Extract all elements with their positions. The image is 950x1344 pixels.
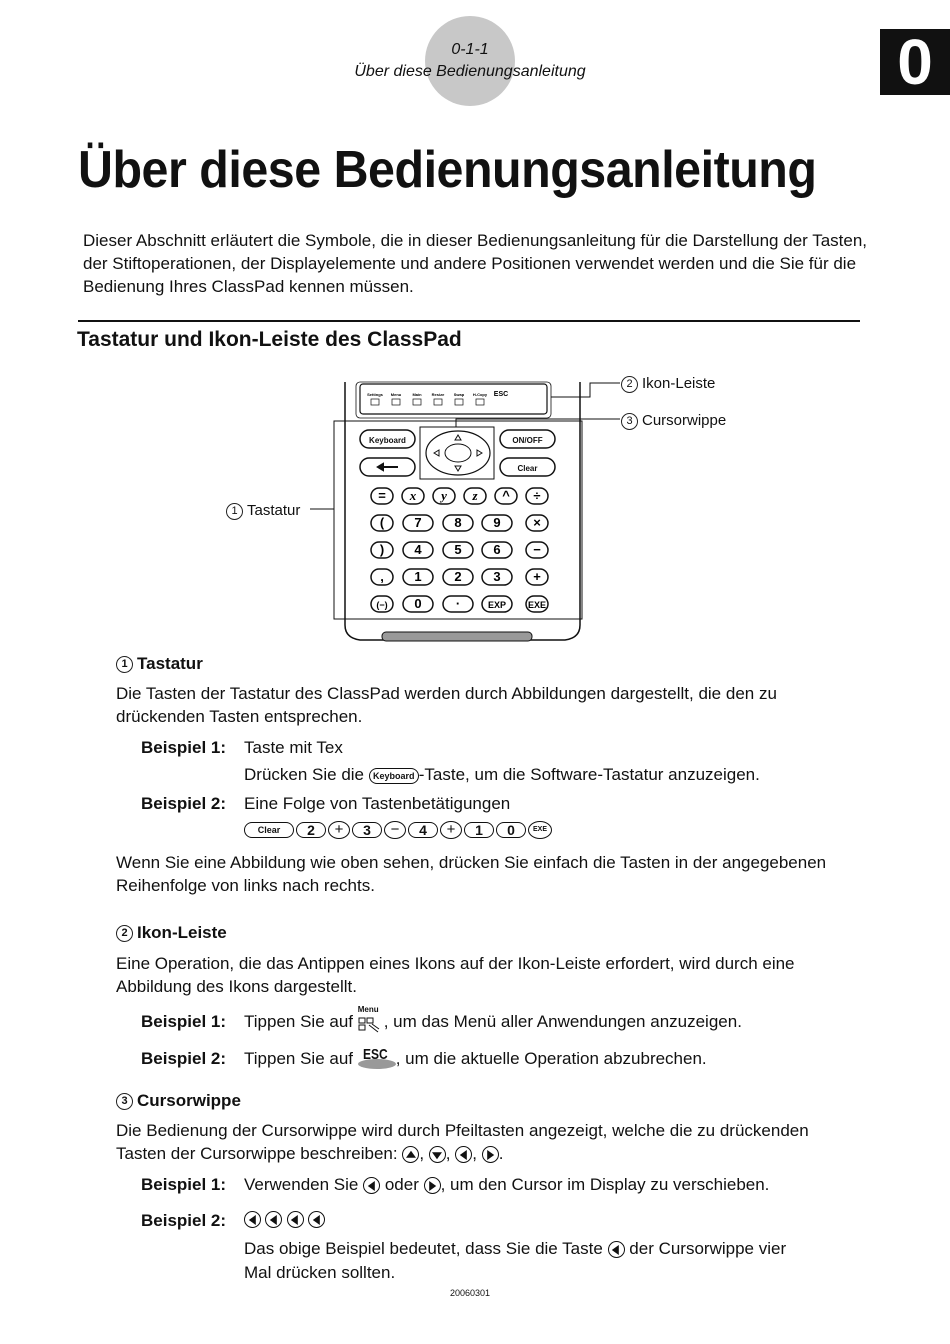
sec1-after-text: Wenn Sie eine Abbildung wie oben sehen, drücken Sie einfach die Tasten in der angegebenen Reihenfolge von links nach rechts. [116,853,827,895]
keypad-key-label: 3 [493,569,501,584]
sec2-ex2-label: Beispiel 2: [141,1049,227,1068]
sec1-ex1-label: Beispiel 1: [141,738,227,757]
bottom-grip [382,632,532,641]
chapter-tab: 0 [880,29,950,95]
cursor-right-icon [482,1146,499,1163]
keypad-key-label: = [378,488,386,503]
keypad-key-label: − [533,542,541,557]
callout-keyboard: 1 Tastatur [226,502,300,520]
keypad-key-label: EXP [487,600,507,610]
cursor-left-icon [287,1211,304,1228]
keypad-key-label: EXE [527,600,547,610]
keypad-key-label: + [533,569,541,584]
header-subtitle: Über diese Bedienungsanleitung [354,63,586,80]
sec3-text1: Die Bedienung der Cursorwippe wird durch Pfeiltasten angezeigt, welche die zu drückenden [116,1121,809,1140]
section-divider [78,320,860,322]
keypad-key-label: 0 [414,596,422,611]
sec2-ex1-label: Beispiel 1: [141,1012,227,1031]
esc-icon: ESC [358,1050,396,1070]
keypad-key-label: z [472,488,478,503]
callout-icon-bar-label: Ikon-Leiste [642,375,716,392]
icon-bar-item-icon [434,399,442,405]
section-heading: Tastatur und Ikon-Leiste des ClassPad [77,328,462,351]
sec3-ex2-text2: Mal drücken sollten. [244,1263,396,1282]
digit-key-icon: 0 [496,822,526,838]
sec3-heading: 3 Cursorwippe [116,1091,241,1111]
sec1-text: Die Tasten der Tastatur des ClassPad werden durch Abbildungen dargestellt, die den zu drückenden Tasten entsprechen. [116,684,777,726]
icon-bar-item-icon [455,399,463,405]
callout-keyboard-label: Tastatur [247,502,301,519]
cursor-pad [426,431,490,475]
sec3-ex1-label: Beispiel 1: [141,1175,227,1194]
digit-key-icon: 2 [296,822,326,838]
callout-icon-bar: 2 Ikon-Leiste [621,375,715,393]
page-number: 0-1-1 [451,41,489,58]
icon-bar-item-label: Resize [431,392,445,397]
keypad-key-label: 8 [454,515,462,530]
clear-key-label: Clear [517,464,538,473]
sec1-ex1-line1: Taste mit Tex [244,738,343,757]
operator-key-icon: + [328,821,350,839]
keypad-key-label: 6 [493,542,501,557]
keypad-key-label: ÷ [533,488,541,503]
cursor-left-icon [363,1177,380,1194]
operator-key-icon: + [440,821,462,839]
keypad-key-label: ^ [502,488,510,503]
keypad-key-label: · [455,596,461,611]
cursor-left-icon [455,1146,472,1163]
sec1-ex2-line1: Eine Folge von Tastenbetätigungen [244,794,511,813]
cursor-left-icon [265,1211,282,1228]
keypad-key-label: (−) [376,600,388,610]
key-sequence [244,821,554,839]
icon-bar-item-icon [392,399,400,405]
page-title: Über diese Bedienungsanleitung [78,141,817,199]
sec3-ex1-line: Verwenden Sie oder , um den Cursor im Display zu verschieben. [244,1175,770,1194]
keypad-key-label: 2 [454,569,462,584]
sec2-ex2-line: Tippen Sie auf ESC , um die aktuelle Operation abzubrechen. [244,1045,707,1068]
callout-cursor-pad-label: Cursorwippe [642,412,727,429]
keypad-key-label: 9 [493,515,501,530]
icon-bar [360,384,547,414]
sec3-ex2-label: Beispiel 2: [141,1211,227,1230]
icon-bar-item-label: Menu [390,392,402,397]
intro-paragraph: Dieser Abschnitt erläutert die Symbole, die in dieser Bedienungsanleitung für die Darstellung der Tasten, der Stiftoperationen, der Displayelemente und andere Positionen verwendet werden und die Sie für die Bedienung Ihres ClassPad kennen müssen. [83,231,868,296]
digit-key-icon: 1 [464,822,494,838]
sec2-heading: 2 Ikon-Leiste [116,923,227,943]
onoff-key-label: ON/OFF [512,436,543,445]
icon-bar-item-label: Swap [453,392,465,397]
cursor-up-icon [402,1146,419,1163]
keyboard-key-label: Keyboard [369,436,406,445]
sec3-ex2-text: Das obige Beispiel bedeutet, dass Sie die Taste der Cursorwippe vier [244,1239,787,1258]
icon-bar-item-label: Settings [367,392,383,397]
cursor-left-icon [308,1211,325,1228]
icon-bar-item-icon [476,399,484,405]
digit-key-icon: 4 [408,822,438,838]
keypad-key-label: , [380,569,384,584]
exe-key-icon: EXE [528,821,552,839]
icon-bar-item-icon [413,399,421,405]
cursor-left-icon [608,1241,625,1258]
sec3-text2: Tasten der Cursorwippe beschreiben: , , , . [116,1144,504,1163]
cursor-down-icon [429,1146,446,1163]
sec2-ex1-line: Tippen Sie auf Menu , um das Menü aller Anwendungen anzuzeigen. [244,1004,742,1031]
operator-key-icon: − [384,821,406,839]
header-circle [425,16,515,106]
callout-cursor-pad: 3 Cursorwippe [621,412,726,430]
footer-date: 20060301 [449,1288,491,1298]
digit-key-icon: 3 [352,822,382,838]
icon-bar-item-label: Main [412,392,422,397]
keypad-key-label: x [409,488,417,503]
keypad-key-label: ( [379,515,385,530]
sec2-text: Eine Operation, die das Antippen eines Ikons auf der Ikon-Leiste erfordert, wird durch eine Abbildung des Ikons dargestellt. [116,954,795,996]
keypad-key-label: 5 [454,542,462,557]
sec1-ex2-label: Beispiel 2: [141,794,227,813]
keypad-key-label: 7 [414,515,422,530]
keypad-key-label: × [533,515,541,530]
cursor-left-icon [244,1211,261,1228]
cursor-left-sequence [244,1211,325,1229]
keypad-key-label: ) [379,542,385,557]
clear-key-icon: Clear [244,822,294,838]
keyboard-key-icon: Keyboard [369,768,419,784]
keypad-key-label: y [441,488,447,503]
icon-bar-item-icon [371,399,379,405]
keypad-key-label: 4 [414,542,422,557]
menu-icon: Menu [358,1014,384,1032]
icon-bar-item-label: ESC [493,391,509,398]
keypad-key-label: 1 [414,569,422,584]
sec1-ex1-line2: Drücken Sie die Keyboard -Taste, um die Software-Tastatur anzuzeigen. [244,765,760,784]
icon-bar-item-label: H-Copy [472,392,488,397]
cursor-right-icon [424,1177,441,1194]
sec1-heading: 1 Tastatur [116,654,203,674]
